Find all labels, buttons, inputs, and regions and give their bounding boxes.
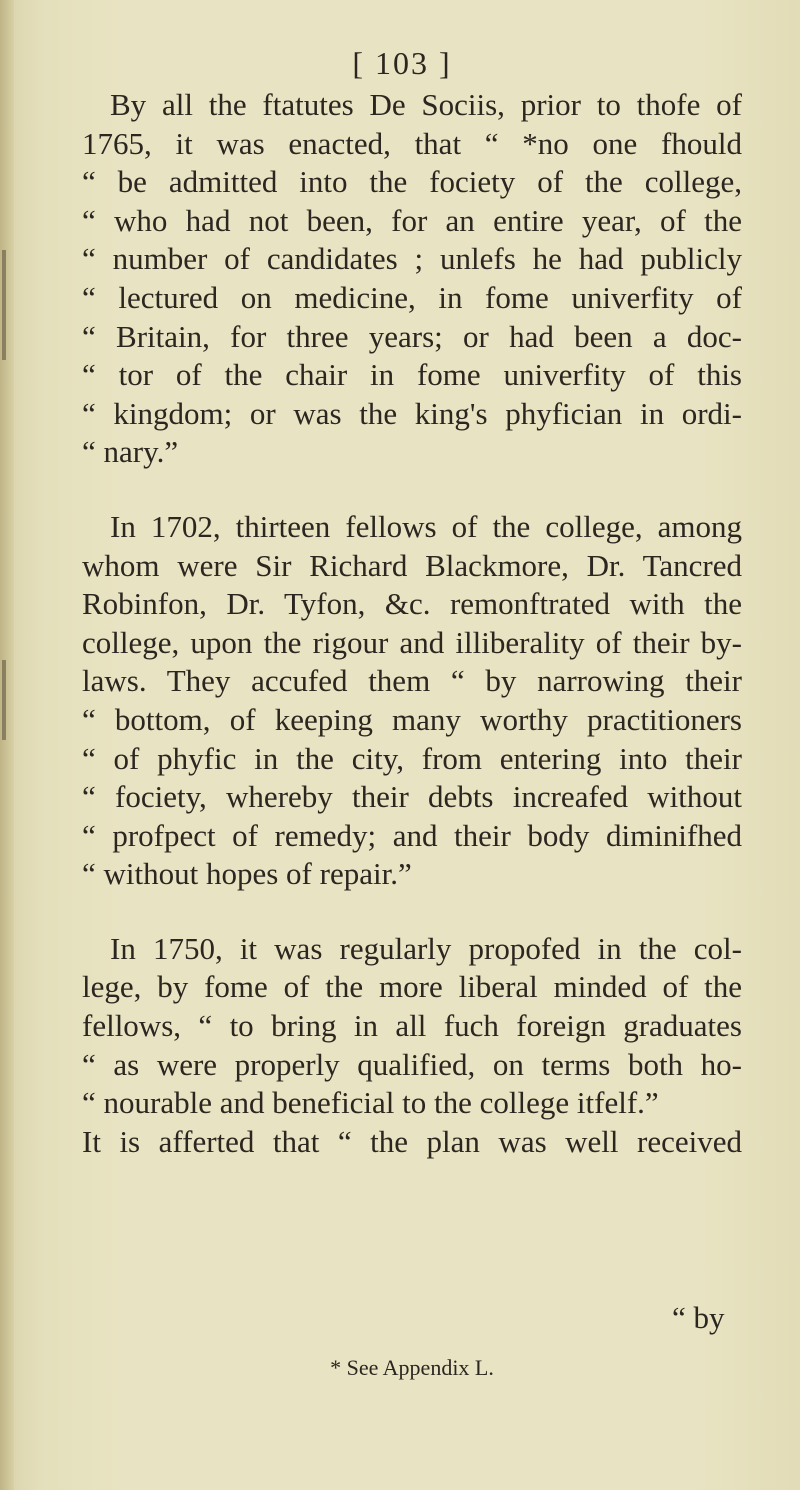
- text-line: Robinfon, Dr. Tyfon, &c. remonftrated with the: [82, 586, 742, 622]
- text-line: “ bottom, of keeping many worthy practitioners: [82, 701, 742, 737]
- text-line: laws. They accufed them “ by narrowing their: [82, 663, 742, 699]
- text-line: “ nary.”: [82, 434, 179, 470]
- text-line: It is afferted that “ the plan was well received: [82, 1123, 742, 1159]
- text-line: whom were Sir Richard Blackmore, Dr. Tancred: [82, 547, 742, 583]
- text-line: “ fociety, whereby their debts increafed without: [82, 779, 742, 815]
- text-line: “ Britain, for three years; or had been a doc-: [82, 318, 742, 354]
- paragraph-2: [82, 508, 742, 894]
- text-line: “ profpect of remedy; and their body diminifhed: [82, 817, 742, 853]
- text-line: college, upon the rigour and illiberality of their by-: [82, 624, 742, 660]
- text-line: 1765, it was enacted, that “ *no one fhould: [82, 125, 742, 161]
- page-edge: [0, 0, 14, 1490]
- catchword: “ by: [672, 1300, 725, 1335]
- text-line: “ tor of the chair in fome univerfity of this: [82, 357, 742, 393]
- text-line: By all the ftatutes De Sociis, prior to thofe of: [110, 87, 742, 122]
- paragraph-3: [82, 930, 742, 1162]
- footnote: * See Appendix L.: [330, 1355, 494, 1380]
- text-line: fellows, “ to bring in all fuch foreign graduates: [82, 1008, 742, 1044]
- text-line: lege, by fome of the more liberal minded of the: [82, 969, 742, 1005]
- text-line: “ number of candidates ; unlefs he had publicly: [82, 241, 742, 277]
- page-number: [ 103 ]: [352, 45, 452, 81]
- paragraph-1: [82, 86, 742, 472]
- text-line: “ of phyfic in the city, from entering into their: [82, 740, 742, 776]
- text-line: “ who had not been, for an entire year, of the: [82, 202, 742, 238]
- text-line: “ be admitted into the fociety of the college,: [82, 164, 742, 200]
- text-line: “ as were properly qualified, on terms both ho-: [82, 1046, 742, 1082]
- page-body: [82, 40, 742, 1161]
- text-line: “ without hopes of repair.”: [82, 856, 412, 892]
- gutter-shadow: [2, 660, 6, 740]
- text-line: “ nourable and beneficial to the college itfelf.”: [82, 1085, 659, 1121]
- text-line: In 1702, thirteen fellows of the college, among: [110, 508, 742, 544]
- text-line: In 1750, it was regularly propofed in the col-: [110, 930, 742, 966]
- text-line: “ lectured on medicine, in fome univerfity of: [82, 279, 742, 315]
- gutter-shadow: [2, 250, 6, 360]
- text-line: “ kingdom; or was the king's phyfician in ordi-: [82, 395, 742, 431]
